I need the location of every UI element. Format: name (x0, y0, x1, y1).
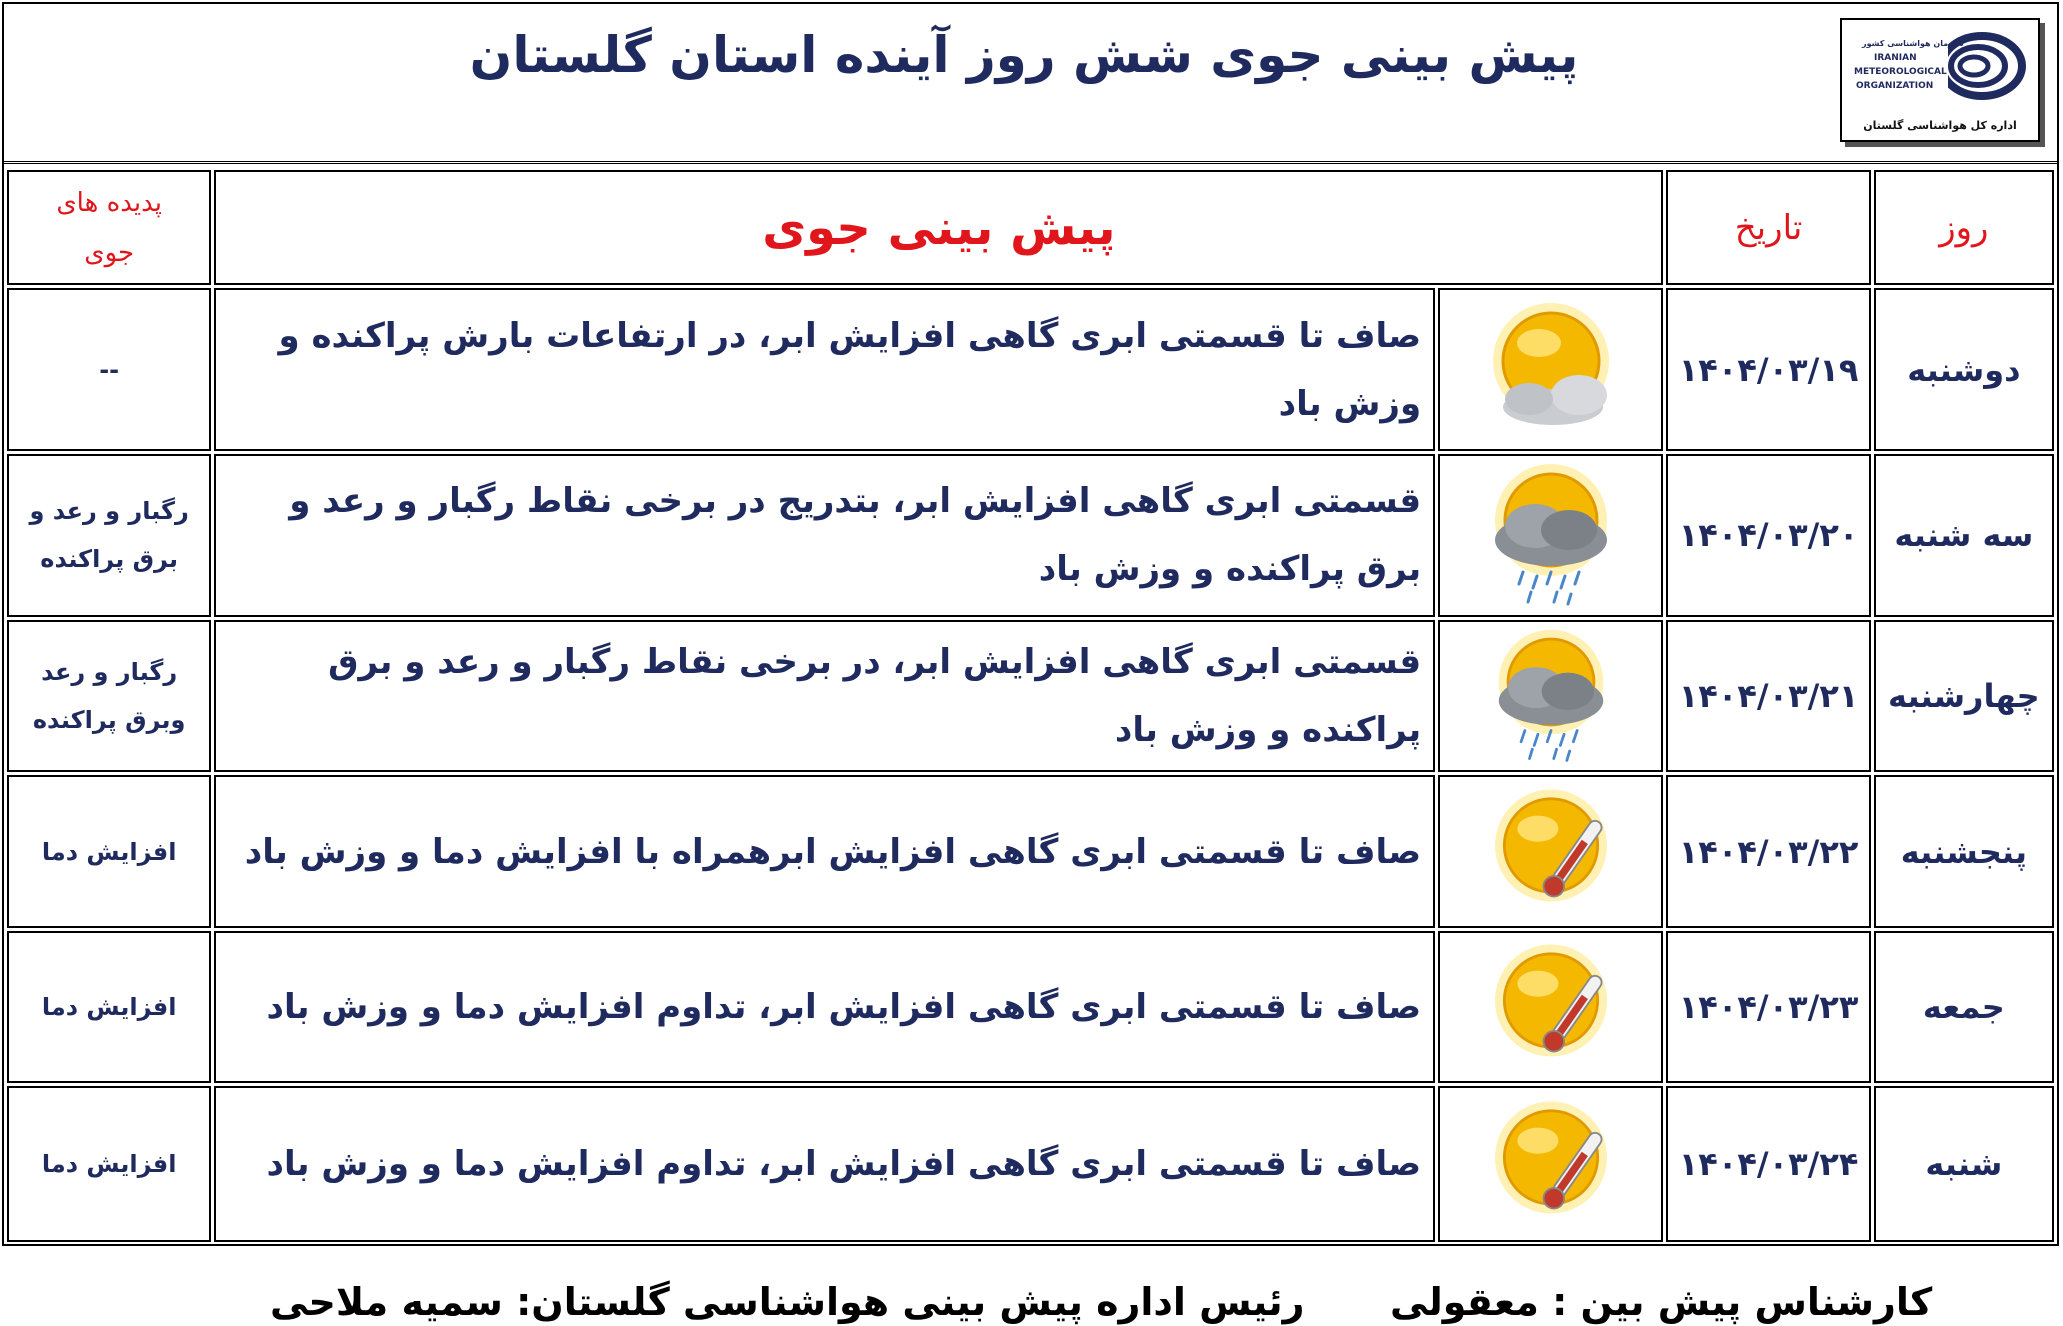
day-cell: سه شنبه (1874, 454, 2054, 617)
phenomena-line2: برق پراکنده (40, 545, 178, 574)
table-header-row (7, 170, 2054, 285)
head-credit: رئیس اداره پیش بینی هواشناسی گلستان: سمیه ملاحی (270, 1280, 1305, 1324)
date-cell: ۱۴۰۴/۰۳/۲۳ (1666, 931, 1870, 1084)
header-phenomena-line1: پدیده های (56, 187, 162, 218)
forecast-cell: قسمتی ابری گاهی افزایش ابر، در برخی نقاط رگبار و رعد و برق پراکنده و وزش باد (214, 620, 1435, 773)
logo (1840, 18, 2040, 142)
forecaster-credit: کارشناس پیش بین : معقولی (1390, 1280, 1933, 1324)
phenomena-line1: -- (99, 355, 120, 384)
date-cell: ۱۴۰۴/۰۳/۲۱ (1666, 620, 1870, 773)
date-cell: ۱۴۰۴/۰۳/۱۹ (1666, 288, 1870, 451)
logo-caption: اداره کل هواشناسی گلستان (1863, 119, 2017, 132)
forecast-cell: صاف تا قسمتی ابری گاهی افزایش ابر، تداوم افزایش دما و وزش باد (214, 1086, 1435, 1242)
sun-rain-cloud-icon (1471, 460, 1631, 610)
phenomena-line1: رگبار و رعد (41, 657, 178, 686)
icon-cell (1438, 288, 1663, 451)
sun-thermometer-icon (1471, 1094, 1631, 1234)
table-row (7, 931, 2054, 1084)
phenomena-cell (7, 288, 211, 451)
phenomena-cell (7, 1086, 211, 1242)
phenomena-cell (7, 775, 211, 928)
header-phenomena (7, 170, 211, 285)
forecast-cell: قسمتی ابری گاهی افزایش ابر، بتدریج در برخی نقاط رگبار و رعد و برق پراکنده و وزش باد (214, 454, 1435, 617)
logo-text-1: سازمان هواشناسی کشور (1862, 39, 1964, 48)
day-cell: پنجشنبه (1874, 775, 2054, 928)
forecast-cell: صاف تا قسمتی ابری گاهی افزایش ابر، تداوم افزایش دما و وزش باد (214, 931, 1435, 1084)
table-row (7, 1086, 2054, 1242)
forecast-cell: صاف تا قسمتی ابری گاهی افزایش ابر، در ارتفاعات بارش پراکنده و وزش باد (214, 288, 1435, 451)
day-cell: شنبه (1874, 1086, 2054, 1242)
day-cell: چهارشنبه (1874, 620, 2054, 773)
sun-cloud-icon (1471, 295, 1631, 445)
phenomena-cell (7, 931, 211, 1084)
forecast-cell: صاف تا قسمتی ابری گاهی افزایش ابرهمراه با افزایش دما و وزش باد (214, 775, 1435, 928)
phenomena-line2: وبرق پراکنده (32, 705, 186, 734)
logo-text-4: ORGANIZATION (1856, 81, 1934, 91)
page-title: پیش بینی جوی شش روز آینده استان گلستان (469, 26, 1579, 84)
icon-cell (1438, 775, 1663, 928)
header-forecast: پیش بینی جوی (214, 170, 1663, 285)
header-date: تاریخ (1666, 170, 1870, 285)
day-cell: جمعه (1874, 931, 2054, 1084)
date-cell: ۱۴۰۴/۰۳/۲۰ (1666, 454, 1870, 617)
sun-thermometer-icon (1471, 782, 1631, 922)
table-row (7, 620, 2054, 773)
header-phenomena-line2: جوی (84, 237, 135, 268)
phenomena-cell (7, 454, 211, 617)
phenomena-line1: افزایش دما (41, 1150, 177, 1179)
table-row (7, 775, 2054, 928)
phenomena-line1: افزایش دما (41, 837, 177, 866)
date-cell: ۱۴۰۴/۰۳/۲۴ (1666, 1086, 1870, 1242)
logo-text-2: IRANIAN (1874, 53, 1917, 63)
sun-thermometer-icon (1471, 937, 1631, 1077)
logo-text-3: METEOROLOGICAL (1854, 67, 1947, 77)
phenomena-line1: افزایش دما (41, 993, 177, 1022)
table-row (7, 454, 2054, 617)
phenomena-line1: رگبار و رعد و (29, 497, 189, 526)
date-cell: ۱۴۰۴/۰۳/۲۲ (1666, 775, 1870, 928)
icon-cell (1438, 931, 1663, 1084)
header-day: روز (1874, 170, 2054, 285)
sun-rain-cloud-icon (1471, 626, 1631, 766)
table-row (7, 288, 2054, 451)
meteorological-organization-logo-icon (1842, 20, 2038, 112)
icon-cell (1438, 620, 1663, 773)
forecast-table (4, 167, 2057, 1245)
phenomena-cell (7, 620, 211, 773)
icon-cell (1438, 454, 1663, 617)
title-box (4, 4, 2057, 164)
icon-cell (1438, 1086, 1663, 1242)
day-cell: دوشنبه (1874, 288, 2054, 451)
